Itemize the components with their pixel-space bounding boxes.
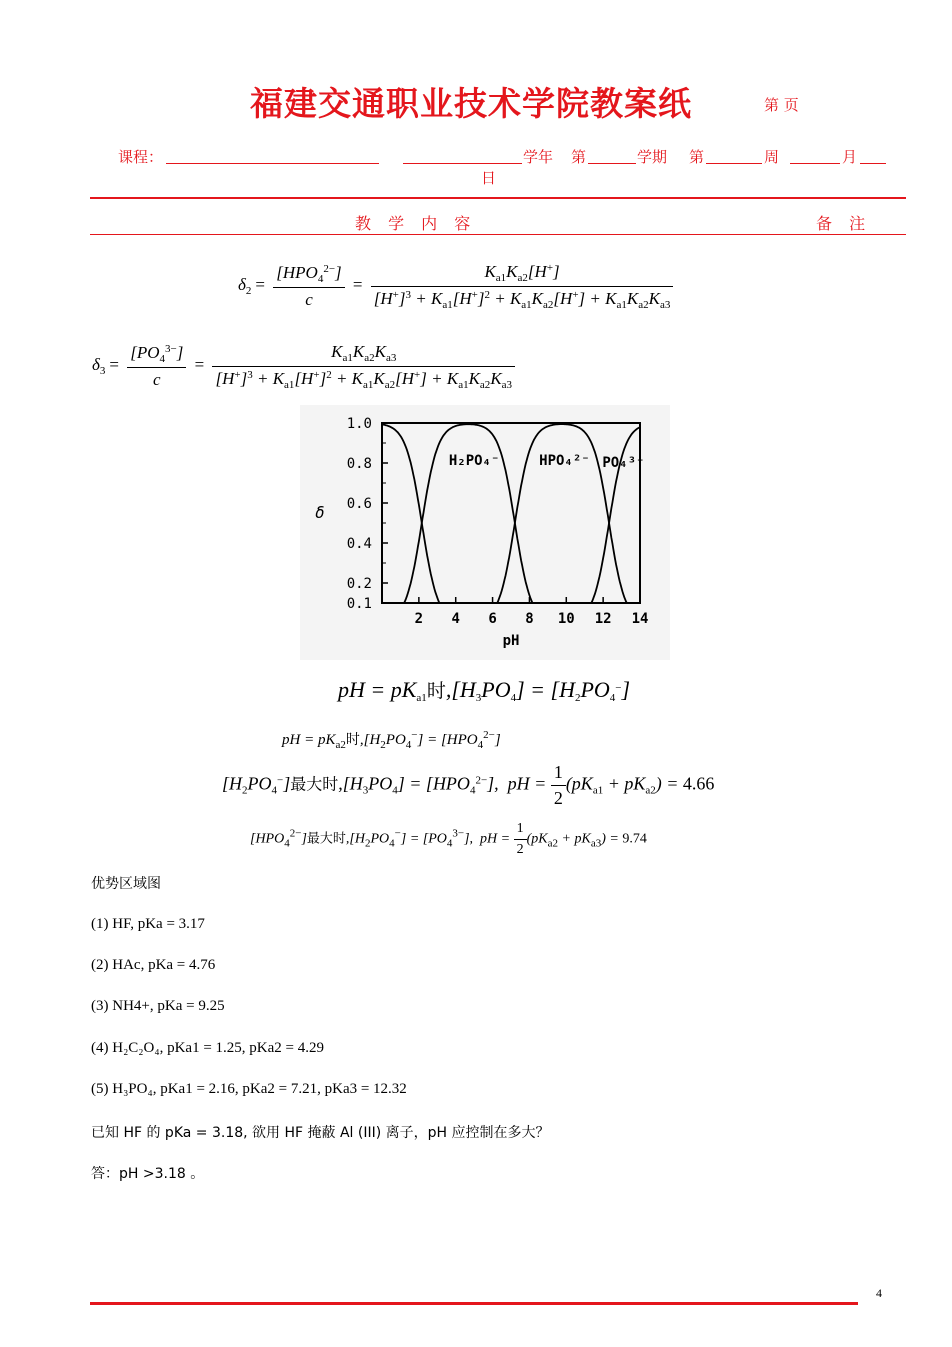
list-item-2: (2) HAc, pKa = 4.76 <box>91 957 216 973</box>
chart-background <box>300 405 670 660</box>
x-tick-label-1: 4 <box>451 611 460 627</box>
content-heading: 教 学 内 容 <box>355 214 477 233</box>
y-tick-label-3: 0.4 <box>346 536 372 552</box>
page-number: 4 <box>876 1286 882 1300</box>
x-tick-label-3: 8 <box>525 611 534 627</box>
header-rule-top <box>90 197 906 199</box>
series-label-2: HPO₄²⁻ <box>539 453 590 469</box>
series-label-1: H₂PO₄⁻ <box>448 453 500 469</box>
list-item-4: (4) H₂C₂O₄, pKa1 = 1.25, pKa2 = 4.29 <box>91 1040 324 1056</box>
day-underline <box>860 163 886 164</box>
course-label: 课程： <box>118 148 164 166</box>
formula-delta2: $\delta_2$ = $\frac{[HPO_4^{2-}]}{c}$ = $\frac{K_{a1}K_{a2}[H^+]}{[H^+]^3 + K_{a1}[H^+]^2 + K_{a1}K_{a2}[H^+] + K_{a1}K_{a2}K_{a3}}$ <box>238 262 673 311</box>
question-text: 已知 HF 的 pKa = 3.18, 欲用 HF 掩蔽 Al (III) 离子，pH 应控制在多大？ <box>91 1125 550 1141</box>
week-underline <box>706 163 762 164</box>
equation-4: $[HPO_4^{2-}]$最大时$,[H_2PO_4^-] = [PO_4^{3-}]$, pH = $\frac{1}{2}$ $(pK_{a2} + pK_{a3}) = 9.74$ <box>250 821 647 857</box>
day-label: 日 <box>481 169 497 187</box>
month-label: 月 <box>842 148 858 166</box>
x-axis-label: pH <box>502 633 520 649</box>
y-tick-label-1: 0.8 <box>346 456 372 472</box>
di-label-2: 第 <box>689 148 705 166</box>
course-underline <box>166 163 379 164</box>
week-label: 周 <box>764 148 780 166</box>
equation-3: $[H_2PO_4^-]$最大时$,[H_3PO_4] = [HPO_4^{2-}]$, pH = $\frac{1}{2}$ $(pK_{a1} + pK_{a2}) = 4.66$ <box>222 762 715 808</box>
series-label-3: PO₄³⁻ <box>602 455 645 471</box>
equation-2: pH = $pK_{a2}$时$,[H_2PO_4^-] = [HPO_4^{2-}]$ <box>282 729 501 751</box>
distribution-chart <box>300 405 670 660</box>
year-underline <box>403 163 522 164</box>
formula-delta3: $\delta_3$ = $\frac{[PO_4^{3-}]}{c}$ = $\frac{K_{a1}K_{a2}K_{a3}}{[H^+]^3 + K_{a1}[H^+]^2 + K_{a1}K_{a2}[H^+] + K_{a1}K_{a2}K_{a3}}$ <box>92 342 515 391</box>
equation-1: pH = pKa1时,[H3PO4] = [H2PO4−] <box>338 677 631 704</box>
x-tick-label-4: 10 <box>557 611 575 627</box>
list-item-5: (5) H₃PO₄, pKa1 = 2.16, pKa2 = 7.21, pKa3 = 12.32 <box>91 1081 407 1097</box>
semester-label: 学期 <box>637 148 668 166</box>
footer-rule <box>90 1302 858 1305</box>
y-tick-label-0: 1.0 <box>346 416 372 432</box>
semester-underline <box>588 163 636 164</box>
x-tick-label-0: 2 <box>414 611 424 627</box>
x-tick-label-2: 6 <box>488 611 497 627</box>
x-tick-label-5: 12 <box>594 611 612 627</box>
y-axis-label: δ <box>315 503 325 522</box>
list-item-1: (1) HF, pKa = 3.17 <box>91 916 205 932</box>
y-tick-label-4: 0.2 <box>346 576 372 592</box>
month-underline <box>790 163 840 164</box>
dominance-heading: 优势区域图 <box>91 876 161 892</box>
answer-text: 答：pH >3.18 。 <box>91 1166 205 1182</box>
year-label: 学年 <box>523 148 554 166</box>
document-title: 福建交通职业技术学院教案纸 <box>250 84 692 123</box>
list-item-3: (3) NH4+, pKa = 9.25 <box>91 998 225 1014</box>
y-tick-label-2: 0.6 <box>346 496 372 512</box>
header-rule-bottom <box>90 234 906 235</box>
y-tick-label-5: 0.1 <box>346 596 372 612</box>
page-label: 第 页 <box>764 96 799 114</box>
remarks-heading: 备 注 <box>816 214 872 233</box>
x-tick-label-6: 14 <box>631 611 649 627</box>
di-label-1: 第 <box>571 148 587 166</box>
